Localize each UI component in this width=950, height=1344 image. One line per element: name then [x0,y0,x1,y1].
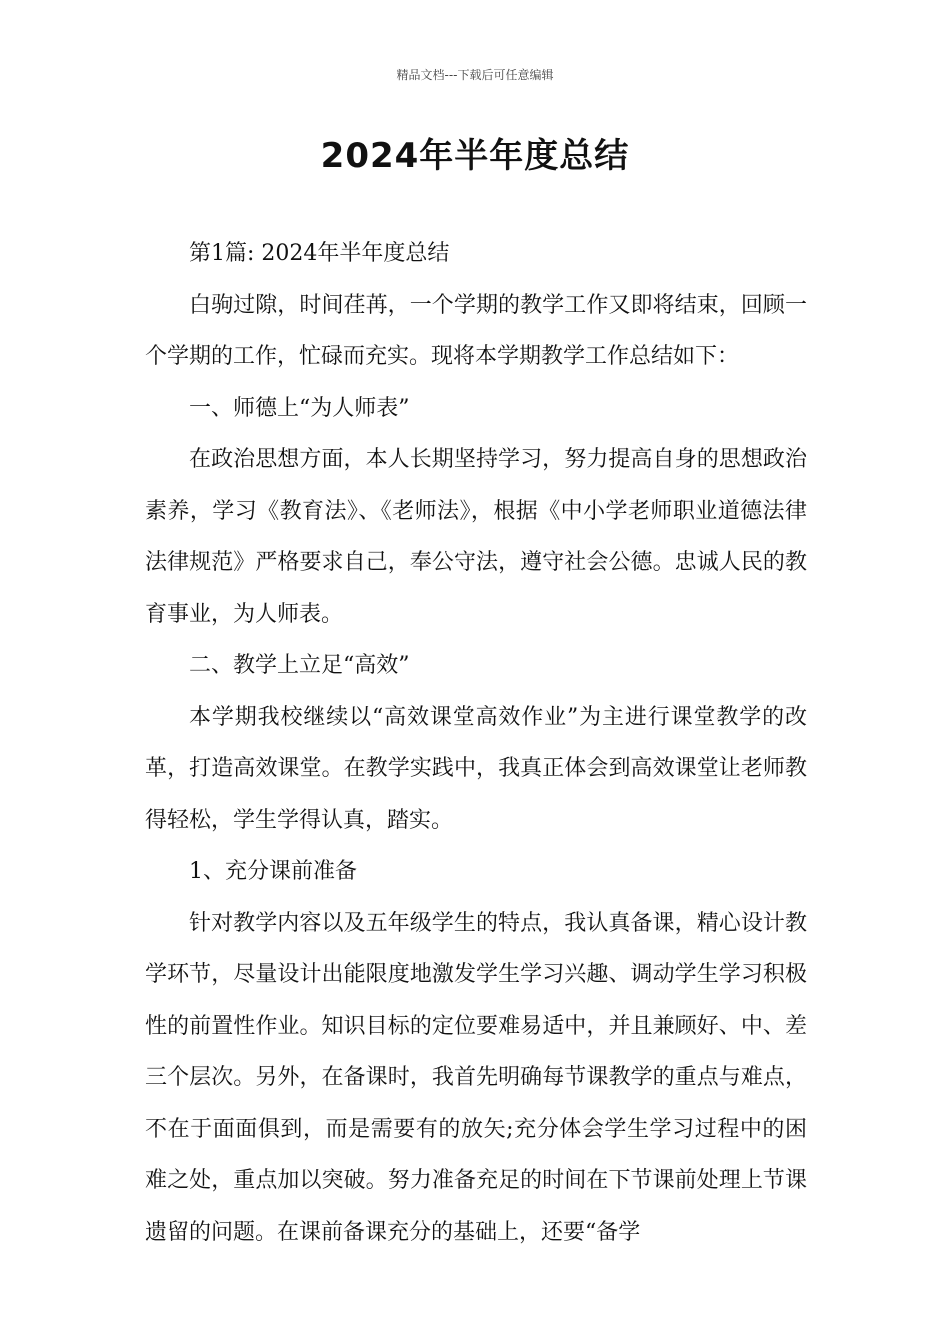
page-header: 精品文档---下载后可任意编辑 [396,68,554,82]
paragraph-intro: 白驹过隙，时间荏苒，一个学期的教学工作又即将结束，回顾一个学期的工作，忙碌而充实。现将本学期教学工作总结如下： [145,292,807,369]
paragraph-subsection-1: 针对教学内容以及五年级学生的特点，我认真备课，精心设计教学环节，尽量设计出能限度地激发学生学习兴趣、调动学生学习积极性的前置性作业。知识目标的定位要难易适中，并且兼顾好、中、差三个层次。另外，在备课时，我首先明确每节课教学的重点与难点，不在于面面俱到，而是需要有的放矢;充分体会学生学习过程中的困难之处，重点加以突破。努力准备充足的时间在下节课前处理上节课遗留的问题。在课前备课充分的基础上，还要“备学 [145,910,807,1245]
paragraph-article-label: 第1篇: 2024年半年度总结 [189,241,450,266]
heading-section-1: 一、师德上“为人师表” [189,395,410,421]
document-title: 2024年半年度总结 [320,136,630,176]
paragraph-section-1: 在政治思想方面，本人长期坚持学习，努力提高自身的思想政治素养，学习《教育法》、《老师法》，根据《中小学老师职业道德法律法律规范》严格要求自己，奉公守法，遵守社会公德。忠诚人民的教育事业，为人师表。 [145,447,807,627]
heading-subsection-1: 1、充分课前准备 [189,859,357,884]
heading-section-2: 二、教学上立足“高效” [189,653,410,678]
paragraph-section-2: 本学期我校继续以“高效课堂高效作业”为主进行课堂教学的改革，打造高效课堂。在教学实践中，我真正体会到高效课堂让老师教得轻松，学生学得认真，踏实。 [145,704,807,833]
document-body [145,228,807,1258]
